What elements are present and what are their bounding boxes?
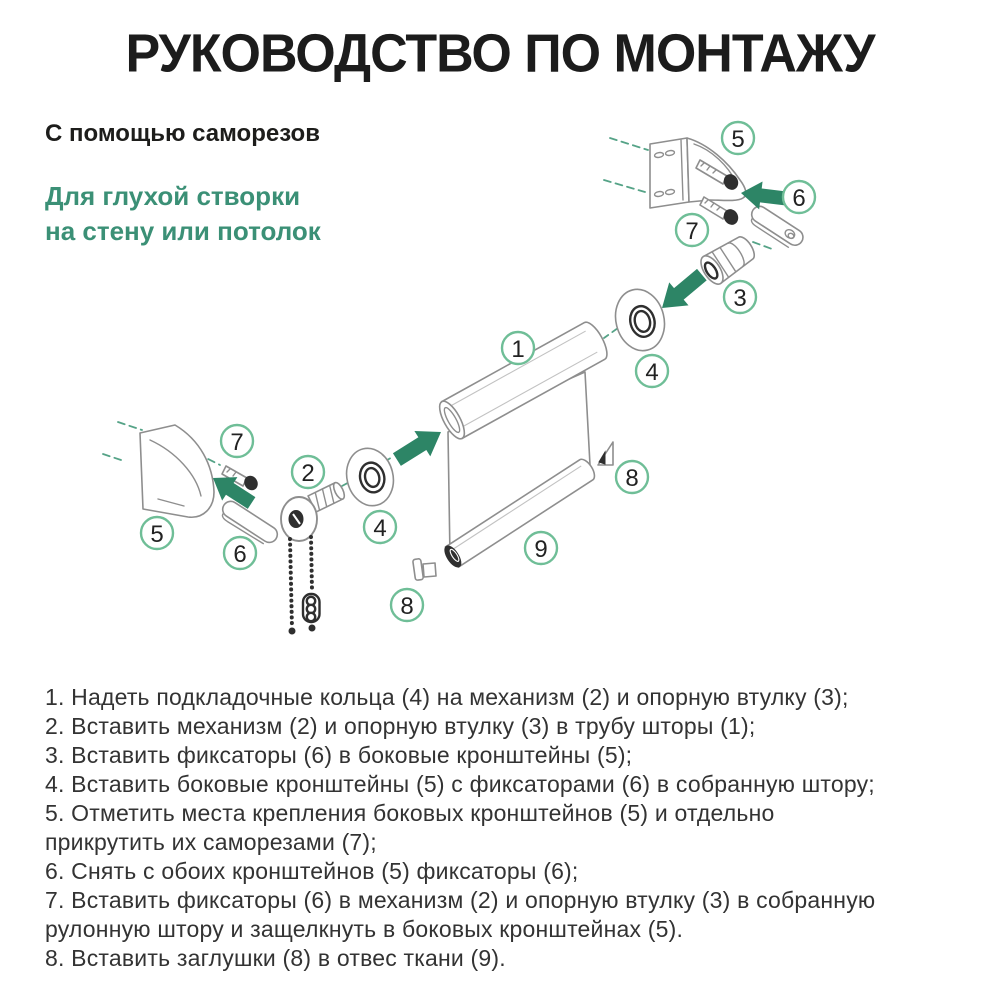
instruction-step-4 — [45, 770, 980, 799]
callout-4-right — [636, 355, 668, 387]
callout-7-top — [676, 214, 708, 246]
svg-text:5: 5 — [731, 126, 745, 153]
svg-text:5: 5 — [150, 521, 164, 548]
instruction-line: 1. Надеть подкладочные кольца (4) на механизм (2) и опорную втулку (3); — [45, 684, 849, 710]
instruction-list — [45, 683, 980, 973]
instruction-line: 5. Отметить места крепления боковых кронштейнов (5) и отдельно — [45, 800, 775, 826]
instruction-line: 6. Снять с обоих кронштейнов (5) фиксаторы (6); — [45, 858, 579, 884]
callout-2 — [292, 456, 324, 488]
svg-text:4: 4 — [645, 359, 659, 386]
callout-4-left — [364, 511, 396, 543]
method-subtitle: С помощью саморезов — [45, 120, 320, 147]
svg-text:2: 2 — [301, 460, 315, 487]
callout-5-top — [722, 122, 754, 154]
instruction-line: рулонную штору и защелкнуть в боковых кронштейнах (5). — [45, 916, 684, 942]
instruction-step-8 — [45, 944, 980, 973]
instruction-step-7 — [45, 886, 980, 944]
instruction-line: 3. Вставить фиксаторы (6) в боковые кронштейны (5); — [45, 742, 633, 768]
svg-text:6: 6 — [792, 185, 806, 212]
svg-text:9: 9 — [534, 536, 548, 563]
svg-text:4: 4 — [373, 515, 387, 542]
instruction-line: 8. Вставить заглушки (8) в отвес ткани (9). — [45, 945, 506, 971]
callout-3 — [724, 281, 756, 313]
ring-right-icon — [609, 284, 671, 356]
instruction-line: 4. Вставить боковые кронштейны (5) с фиксаторами (6) в собранную штору; — [45, 771, 875, 797]
svg-text:1: 1 — [511, 336, 525, 363]
end-plug-left-icon — [413, 559, 436, 581]
callout-6-left — [224, 537, 256, 569]
svg-text:8: 8 — [625, 465, 639, 492]
svg-text:7: 7 — [230, 429, 244, 456]
callout-7-left — [221, 425, 253, 457]
svg-text:8: 8 — [400, 593, 414, 620]
callout-9 — [525, 532, 557, 564]
callout-8-left — [391, 589, 423, 621]
callout-5-left — [141, 517, 173, 549]
arrow-into-tube-icon — [389, 419, 449, 472]
svg-text:7: 7 — [685, 218, 699, 245]
instruction-step-6 — [45, 857, 980, 886]
instruction-step-2 — [45, 712, 980, 741]
variant-heading-line1: Для глухой створки — [45, 181, 301, 211]
ring-left-icon — [341, 443, 400, 510]
instruction-step-5 — [45, 799, 980, 857]
svg-text:6: 6 — [233, 541, 247, 568]
end-plug-right-icon — [598, 442, 613, 465]
bracket-cover-left-icon — [140, 425, 214, 517]
callout-8-right — [616, 461, 648, 493]
variant-heading-line2: на стену или потолок — [45, 216, 321, 246]
instruction-step-1 — [45, 683, 980, 712]
callout-6-top — [783, 181, 815, 213]
assembly-diagram — [0, 100, 1000, 670]
page-title: РУКОВОДСТВО ПО МОНТАЖУ — [125, 23, 875, 85]
svg-text:3: 3 — [733, 285, 747, 312]
callout-1 — [502, 332, 534, 364]
instruction-line: 7. Вставить фиксаторы (6) в механизм (2) и опорную втулку (3) в собранную — [45, 887, 876, 913]
chain-mechanism-icon — [281, 481, 347, 634]
instruction-line: прикрутить их саморезами (7); — [45, 829, 377, 855]
instruction-step-3 — [45, 741, 980, 770]
instruction-line: 2. Вставить механизм (2) и опорную втулку (3) в трубу шторы (1); — [45, 713, 756, 739]
